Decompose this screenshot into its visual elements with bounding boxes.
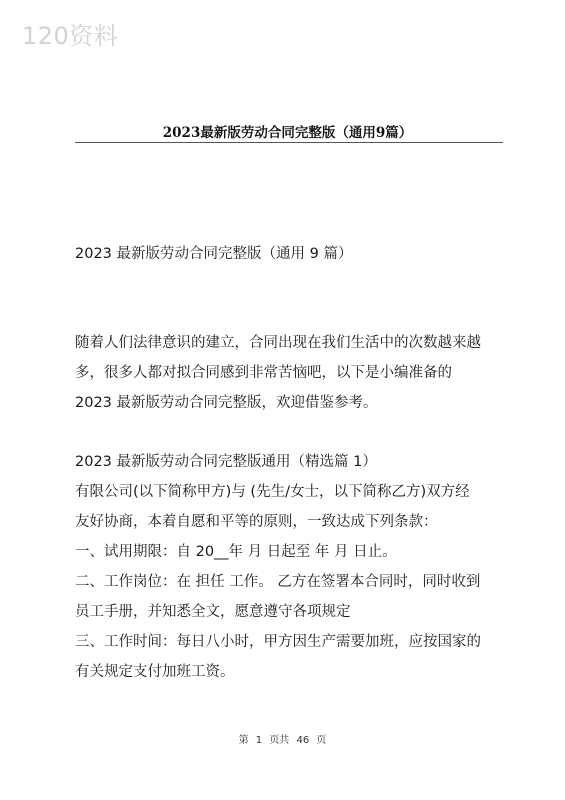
section-line-7: 有关规定支付加班工资。 (75, 664, 235, 680)
intro-line-1: 随着人们法律意识的建立，合同出现在我们生活中的次数越来越 (75, 335, 481, 351)
section-line-6: 三、工作时间：每日八小时，甲方因生产需要加班，应按国家的 (75, 634, 481, 650)
section-title: 2023 最新版劳动合同完整版通用（精选篇 1） (75, 454, 377, 470)
page-footer (0, 731, 565, 746)
intro-line-3: 2023 最新版劳动合同完整版，欢迎借鉴参考。 (75, 395, 378, 411)
section-line-2: 友好协商，本着自愿和平等的原则，一致达成下列条款： (75, 514, 438, 530)
intro-line-2: 多，很多人都对拟合同感到非常苦恼吧，以下是小编准备的 (75, 365, 452, 381)
footer-suffix: 页 (316, 735, 327, 746)
footer-prefix: 第 (238, 735, 249, 746)
watermark: 120资料 (22, 22, 119, 50)
running-header-title: 2023最新版劳动合同完整版（通用9篇） (162, 125, 413, 141)
document-title: 2023 最新版劳动合同完整版（通用 9 篇） (75, 246, 353, 262)
section-line-3: 一、试用期限：自 20__年 月 日起至 年 月 日止。 (75, 544, 397, 560)
section-line-5: 员工手册，并知悉全文，愿意遵守各项规定 (75, 604, 351, 620)
header-divider (75, 142, 503, 143)
footer-current-page: 1 (255, 735, 263, 746)
section-line-4: 二、工作岗位：在 担任 工作。 乙方在签署本合同时，同时收到 (75, 574, 481, 590)
section-line-1: 有限公司(以下简称甲方)与 (先生/女士，以下简称乙方)双方经 (75, 484, 470, 500)
footer-total-pages: 46 (296, 735, 310, 746)
footer-middle: 页共 (269, 735, 290, 746)
